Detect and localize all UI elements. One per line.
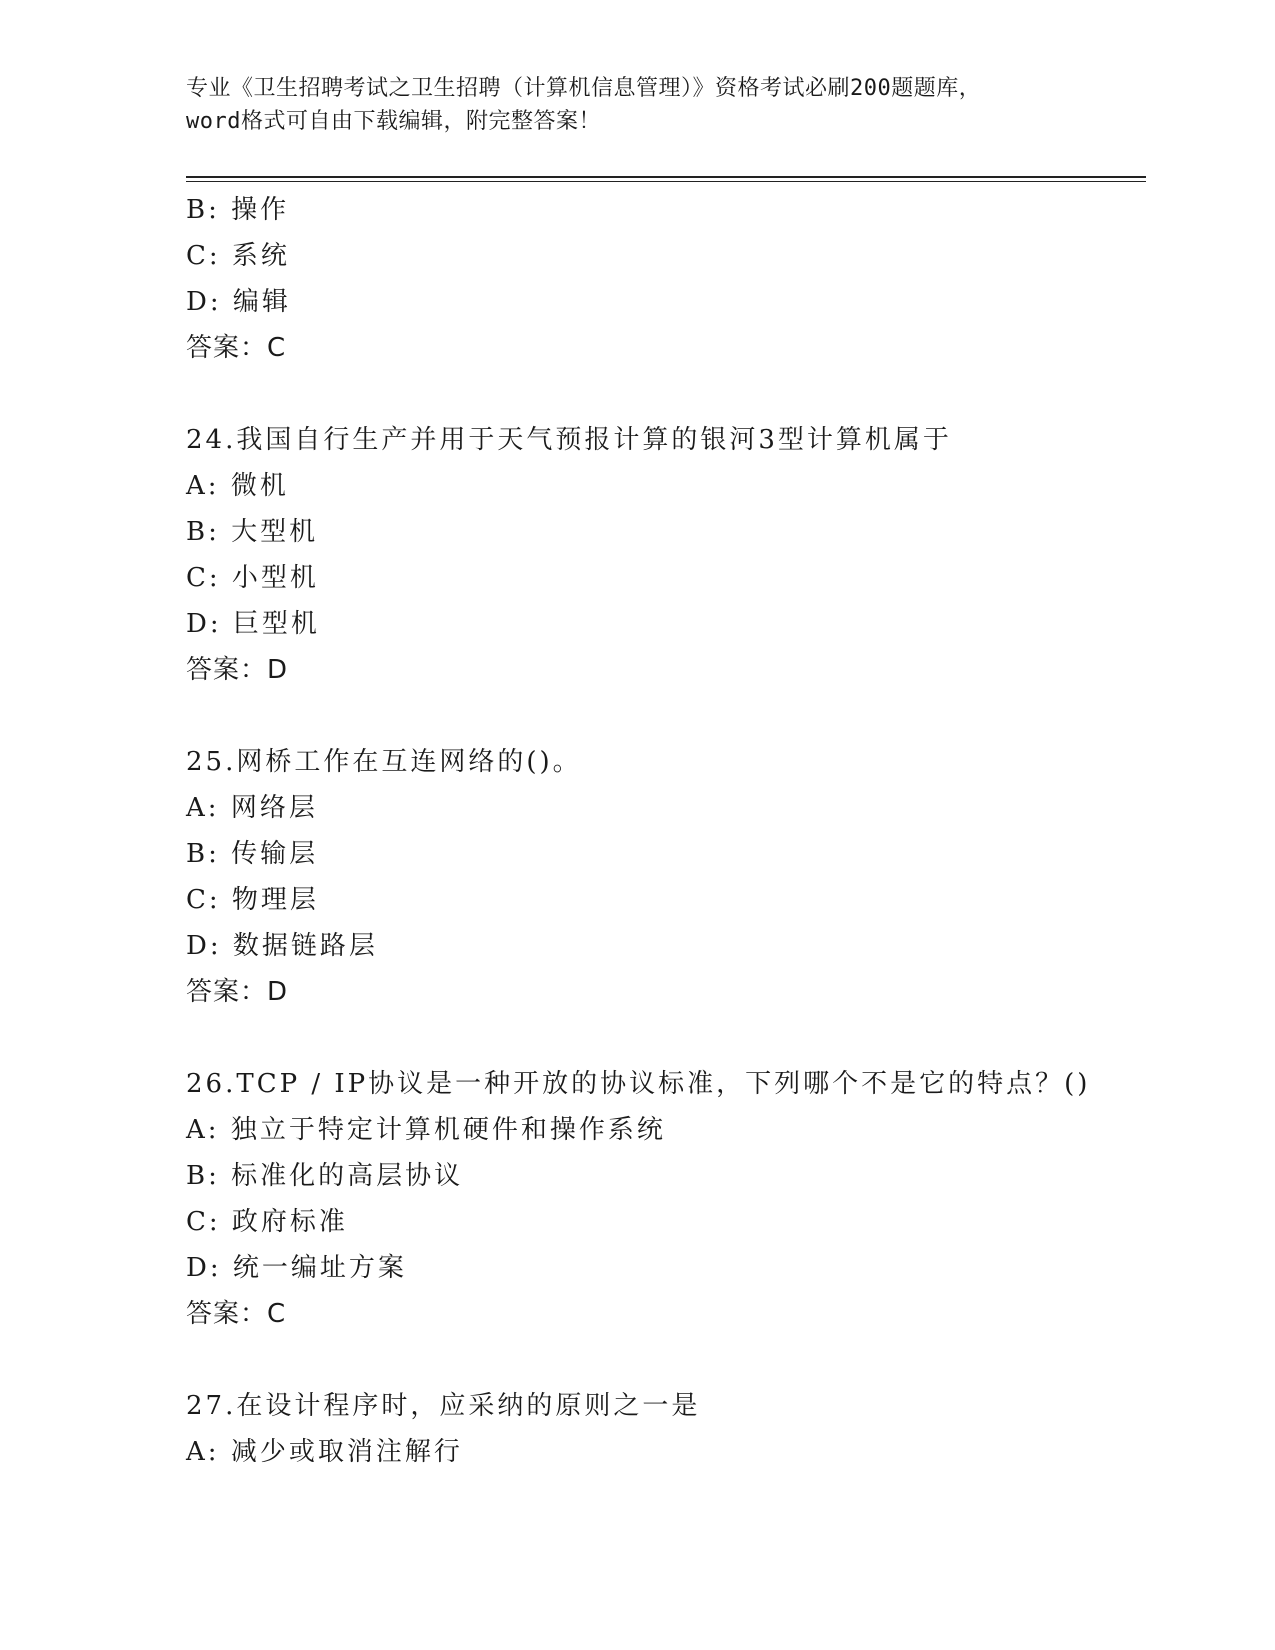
question-23-continued xyxy=(186,187,1166,371)
option-d: D: 巨型机 xyxy=(186,609,320,639)
answer: 答案：C xyxy=(186,1299,287,1329)
question-24 xyxy=(186,417,1166,693)
option-a: A: 微机 xyxy=(186,471,289,501)
answer: 答案：C xyxy=(186,333,287,363)
option-c: C: 系统 xyxy=(186,241,290,271)
answer: 答案：D xyxy=(186,655,289,685)
option-d: D: 数据链路层 xyxy=(186,931,378,961)
option-c: C: 物理层 xyxy=(186,885,319,915)
header-divider-thick xyxy=(186,176,1146,178)
document-header xyxy=(186,72,1086,138)
question-stem: 25.网桥工作在互连网络的()。 xyxy=(186,747,582,777)
option-b: B: 操作 xyxy=(186,195,290,225)
question-25 xyxy=(186,739,1166,1015)
option-b: B: 大型机 xyxy=(186,517,319,547)
option-b: B: 传输层 xyxy=(186,839,319,869)
option-c: C: 小型机 xyxy=(186,563,319,593)
question-stem: 27.在设计程序时，应采纳的原则之一是 xyxy=(186,1391,701,1421)
question-list xyxy=(186,187,1166,1475)
option-b: B: 标准化的高层协议 xyxy=(186,1161,464,1191)
question-stem: 26.TCP / IP协议是一种开放的协议标准，下列哪个不是它的特点？() xyxy=(186,1069,1091,1099)
header-line-2: word格式可自由下载编辑，附完整答案！ xyxy=(186,109,601,134)
answer: 答案：D xyxy=(186,977,289,1007)
question-27 xyxy=(186,1383,1166,1475)
option-a: A: 减少或取消注解行 xyxy=(186,1437,463,1467)
header-divider-thin xyxy=(186,181,1146,182)
option-a: A: 独立于特定计算机硬件和操作系统 xyxy=(186,1115,666,1145)
option-d: D: 统一编址方案 xyxy=(186,1253,407,1283)
question-stem: 24.我国自行生产并用于天气预报计算的银河3型计算机属于 xyxy=(186,425,952,455)
question-26 xyxy=(186,1061,1166,1337)
option-c: C: 政府标准 xyxy=(186,1207,348,1237)
option-a: A: 网络层 xyxy=(186,793,318,823)
header-line-1: 专业《卫生招聘考试之卫生招聘（计算机信息管理）》资格考试必刷200题题库， xyxy=(186,76,982,101)
option-d: D: 编辑 xyxy=(186,287,291,317)
